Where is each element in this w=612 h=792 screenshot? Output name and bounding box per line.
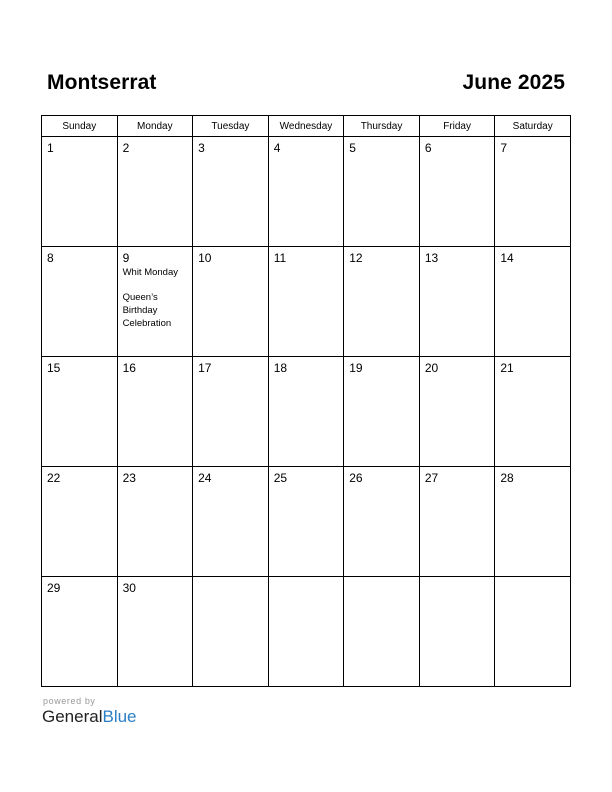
day-number: 17 [198, 361, 212, 375]
day-cell [117, 467, 193, 577]
calendar-grid [41, 115, 571, 687]
day-number: 22 [47, 471, 61, 485]
day-number: 13 [424, 251, 439, 265]
powered-by-label: powered by [43, 696, 96, 706]
day-cell [268, 137, 344, 247]
week-row [42, 357, 571, 467]
day-number [495, 577, 570, 581]
holiday-label: Whit Monday [122, 267, 178, 278]
day-number: 16 [122, 361, 136, 375]
holiday-list [118, 265, 193, 330]
day-number: 30 [122, 581, 136, 595]
weekday-header: Friday [419, 116, 495, 137]
day-cell [193, 247, 269, 357]
day-number: 23 [122, 471, 136, 485]
week-row [42, 577, 571, 687]
day-cell [419, 577, 495, 687]
day-cell [419, 137, 495, 247]
weekday-header: Saturday [495, 116, 571, 137]
day-number: 3 [198, 141, 205, 155]
day-cell [193, 137, 269, 247]
day-cell [495, 247, 571, 357]
weekday-header: Tuesday [193, 116, 269, 137]
day-number: 11 [273, 251, 287, 265]
day-number: 26 [349, 471, 363, 485]
day-number: 19 [349, 361, 363, 375]
day-number: 4 [273, 141, 281, 155]
day-number: 24 [198, 471, 212, 485]
weekday-header-row [42, 116, 571, 137]
day-cell [419, 467, 495, 577]
day-number: 29 [47, 581, 61, 595]
day-cell [117, 247, 193, 357]
day-cell [268, 357, 344, 467]
week-row [42, 137, 571, 247]
day-cell [117, 357, 193, 467]
day-number [269, 577, 344, 581]
week-row [42, 247, 571, 357]
day-number: 25 [273, 471, 288, 485]
day-number: 1 [47, 141, 54, 155]
holiday-label: Queen’s Birthday Celebration [122, 292, 172, 329]
day-number: 2 [122, 141, 130, 155]
day-cell [344, 357, 420, 467]
day-number: 20 [424, 361, 439, 375]
day-number: 6 [424, 141, 432, 155]
day-cell [117, 137, 193, 247]
country-title: Montserrat [47, 71, 157, 94]
day-number: 14 [500, 251, 514, 265]
brand-name-part2: Blue [102, 707, 137, 726]
day-cell [344, 137, 420, 247]
day-number: 5 [349, 141, 356, 155]
day-number: 18 [273, 361, 288, 375]
day-cell [42, 467, 118, 577]
day-cell [495, 137, 571, 247]
day-cell [344, 467, 420, 577]
day-cell [495, 577, 571, 687]
day-number [193, 577, 268, 581]
day-cell [419, 357, 495, 467]
day-number: 12 [349, 251, 363, 265]
weekday-header: Sunday [42, 116, 118, 137]
day-cell [193, 467, 269, 577]
day-number: 9 [122, 251, 130, 265]
day-number: 27 [424, 471, 439, 485]
day-cell [344, 247, 420, 357]
day-cell [42, 247, 118, 357]
day-number: 10 [198, 251, 212, 265]
day-cell [495, 357, 571, 467]
weekday-header: Thursday [344, 116, 420, 137]
day-cell [419, 247, 495, 357]
day-cell [42, 357, 118, 467]
day-number [420, 577, 495, 581]
day-number: 8 [47, 251, 54, 265]
day-number: 15 [47, 361, 61, 375]
day-cell [117, 577, 193, 687]
weekday-header: Wednesday [268, 116, 344, 137]
week-row [42, 467, 571, 577]
day-number: 7 [500, 141, 508, 155]
day-cell [42, 137, 118, 247]
day-cell [42, 577, 118, 687]
day-number [344, 577, 419, 581]
day-cell [268, 577, 344, 687]
day-cell [344, 577, 420, 687]
day-cell [193, 357, 269, 467]
weekday-header: Monday [117, 116, 193, 137]
day-number: 21 [500, 361, 514, 375]
day-cell [495, 467, 571, 577]
month-year-title: June 2025 [462, 71, 565, 94]
day-cell [268, 247, 344, 357]
generalblue-logo[interactable] [42, 707, 137, 727]
day-number: 28 [500, 471, 514, 485]
brand-name-part1: General [42, 707, 103, 726]
day-cell [268, 467, 344, 577]
day-cell [193, 577, 269, 687]
